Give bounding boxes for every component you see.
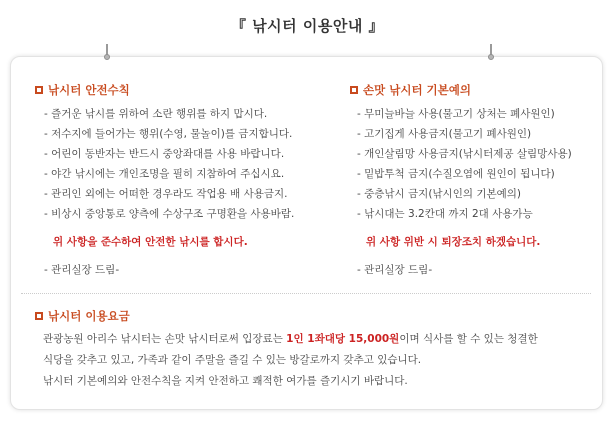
etiquette-heading-label: 손맛 낚시터 기본예의 [363, 83, 471, 97]
list-item: - 비상시 중앙통로 양측에 수상구조 구명환을 사용바람. [44, 208, 295, 220]
fee-line1-start: 관광농원 아리수 낚시터는 손맛 낚시터로써 입장료는 [43, 333, 287, 345]
pin-icon [104, 44, 110, 59]
fee-price-highlight: 1인 1좌대당 15,000원 [286, 333, 400, 345]
fee-heading-label: 낚시터 이용요금 [48, 309, 130, 323]
etiquette-rules-list [357, 104, 572, 224]
etiquette-signature: - 관리실장 드림- [357, 264, 433, 276]
list-item: - 중층낚시 금지(낚시인의 기본예의) [357, 188, 521, 200]
safety-signature: - 관리실장 드림- [44, 264, 120, 276]
square-bullet-icon [350, 86, 358, 94]
square-bullet-icon [35, 312, 43, 320]
list-item: - 저수지에 들어가는 행위(수영, 물놀이)를 금지합니다. [44, 128, 293, 140]
safety-heading-label: 낚시터 안전수칙 [48, 83, 130, 97]
list-item: - 즐거운 낚시를 위하여 소란 행위를 하지 맙시다. [44, 108, 268, 120]
list-item: - 개인살림망 사용금지(낚시터제공 살림망사용) [357, 148, 572, 160]
section-divider [21, 293, 591, 294]
safety-rules-list [44, 104, 294, 224]
pin-icon [488, 44, 494, 59]
fee-line2: 식당을 갖추고 있고, 가족과 같이 주말을 즐길 수 있는 방갈로까지 갖추고 있습니다. [43, 354, 422, 366]
etiquette-notice: 위 사항 위반 시 퇴장조치 하겠습니다. [366, 236, 541, 248]
safety-notice: 위 사항을 준수하여 안전한 낚시를 합시다. [53, 236, 248, 248]
square-bullet-icon [35, 86, 43, 94]
list-item: - 어린이 동반자는 반드시 중앙좌대를 사용 바랍니다. [44, 148, 285, 160]
fee-line1-end: 이며 식사를 할 수 있는 청결한 [399, 333, 538, 345]
list-item: - 야간 낚시에는 개인조명을 필히 지참하여 주십시요. [44, 168, 285, 180]
page-title: 『 낚시터 이용안내 』 [230, 17, 385, 35]
fee-line3: 낚시터 기본예의와 안전수칙을 지켜 안전하고 쾌적한 여가를 즐기시기 바랍니다. [43, 375, 408, 387]
fee-description [43, 329, 588, 392]
safety-heading [35, 82, 130, 98]
etiquette-heading [350, 82, 471, 98]
list-item: - 고기집게 사용금지(물고기 폐사원인) [357, 128, 532, 140]
list-item: - 무미늘바늘 사용(물고기 상처는 폐사원인) [357, 108, 555, 120]
fee-heading [35, 308, 130, 324]
list-item: - 밑밥투척 금지(수질오염에 원인이 됩니다) [357, 168, 555, 180]
info-board [10, 56, 603, 410]
list-item: - 낚시대는 3.2칸대 까지 2대 사용가능 [357, 208, 533, 220]
list-item: - 관리인 외에는 어떠한 경우라도 작업용 배 사용금지. [44, 188, 288, 200]
